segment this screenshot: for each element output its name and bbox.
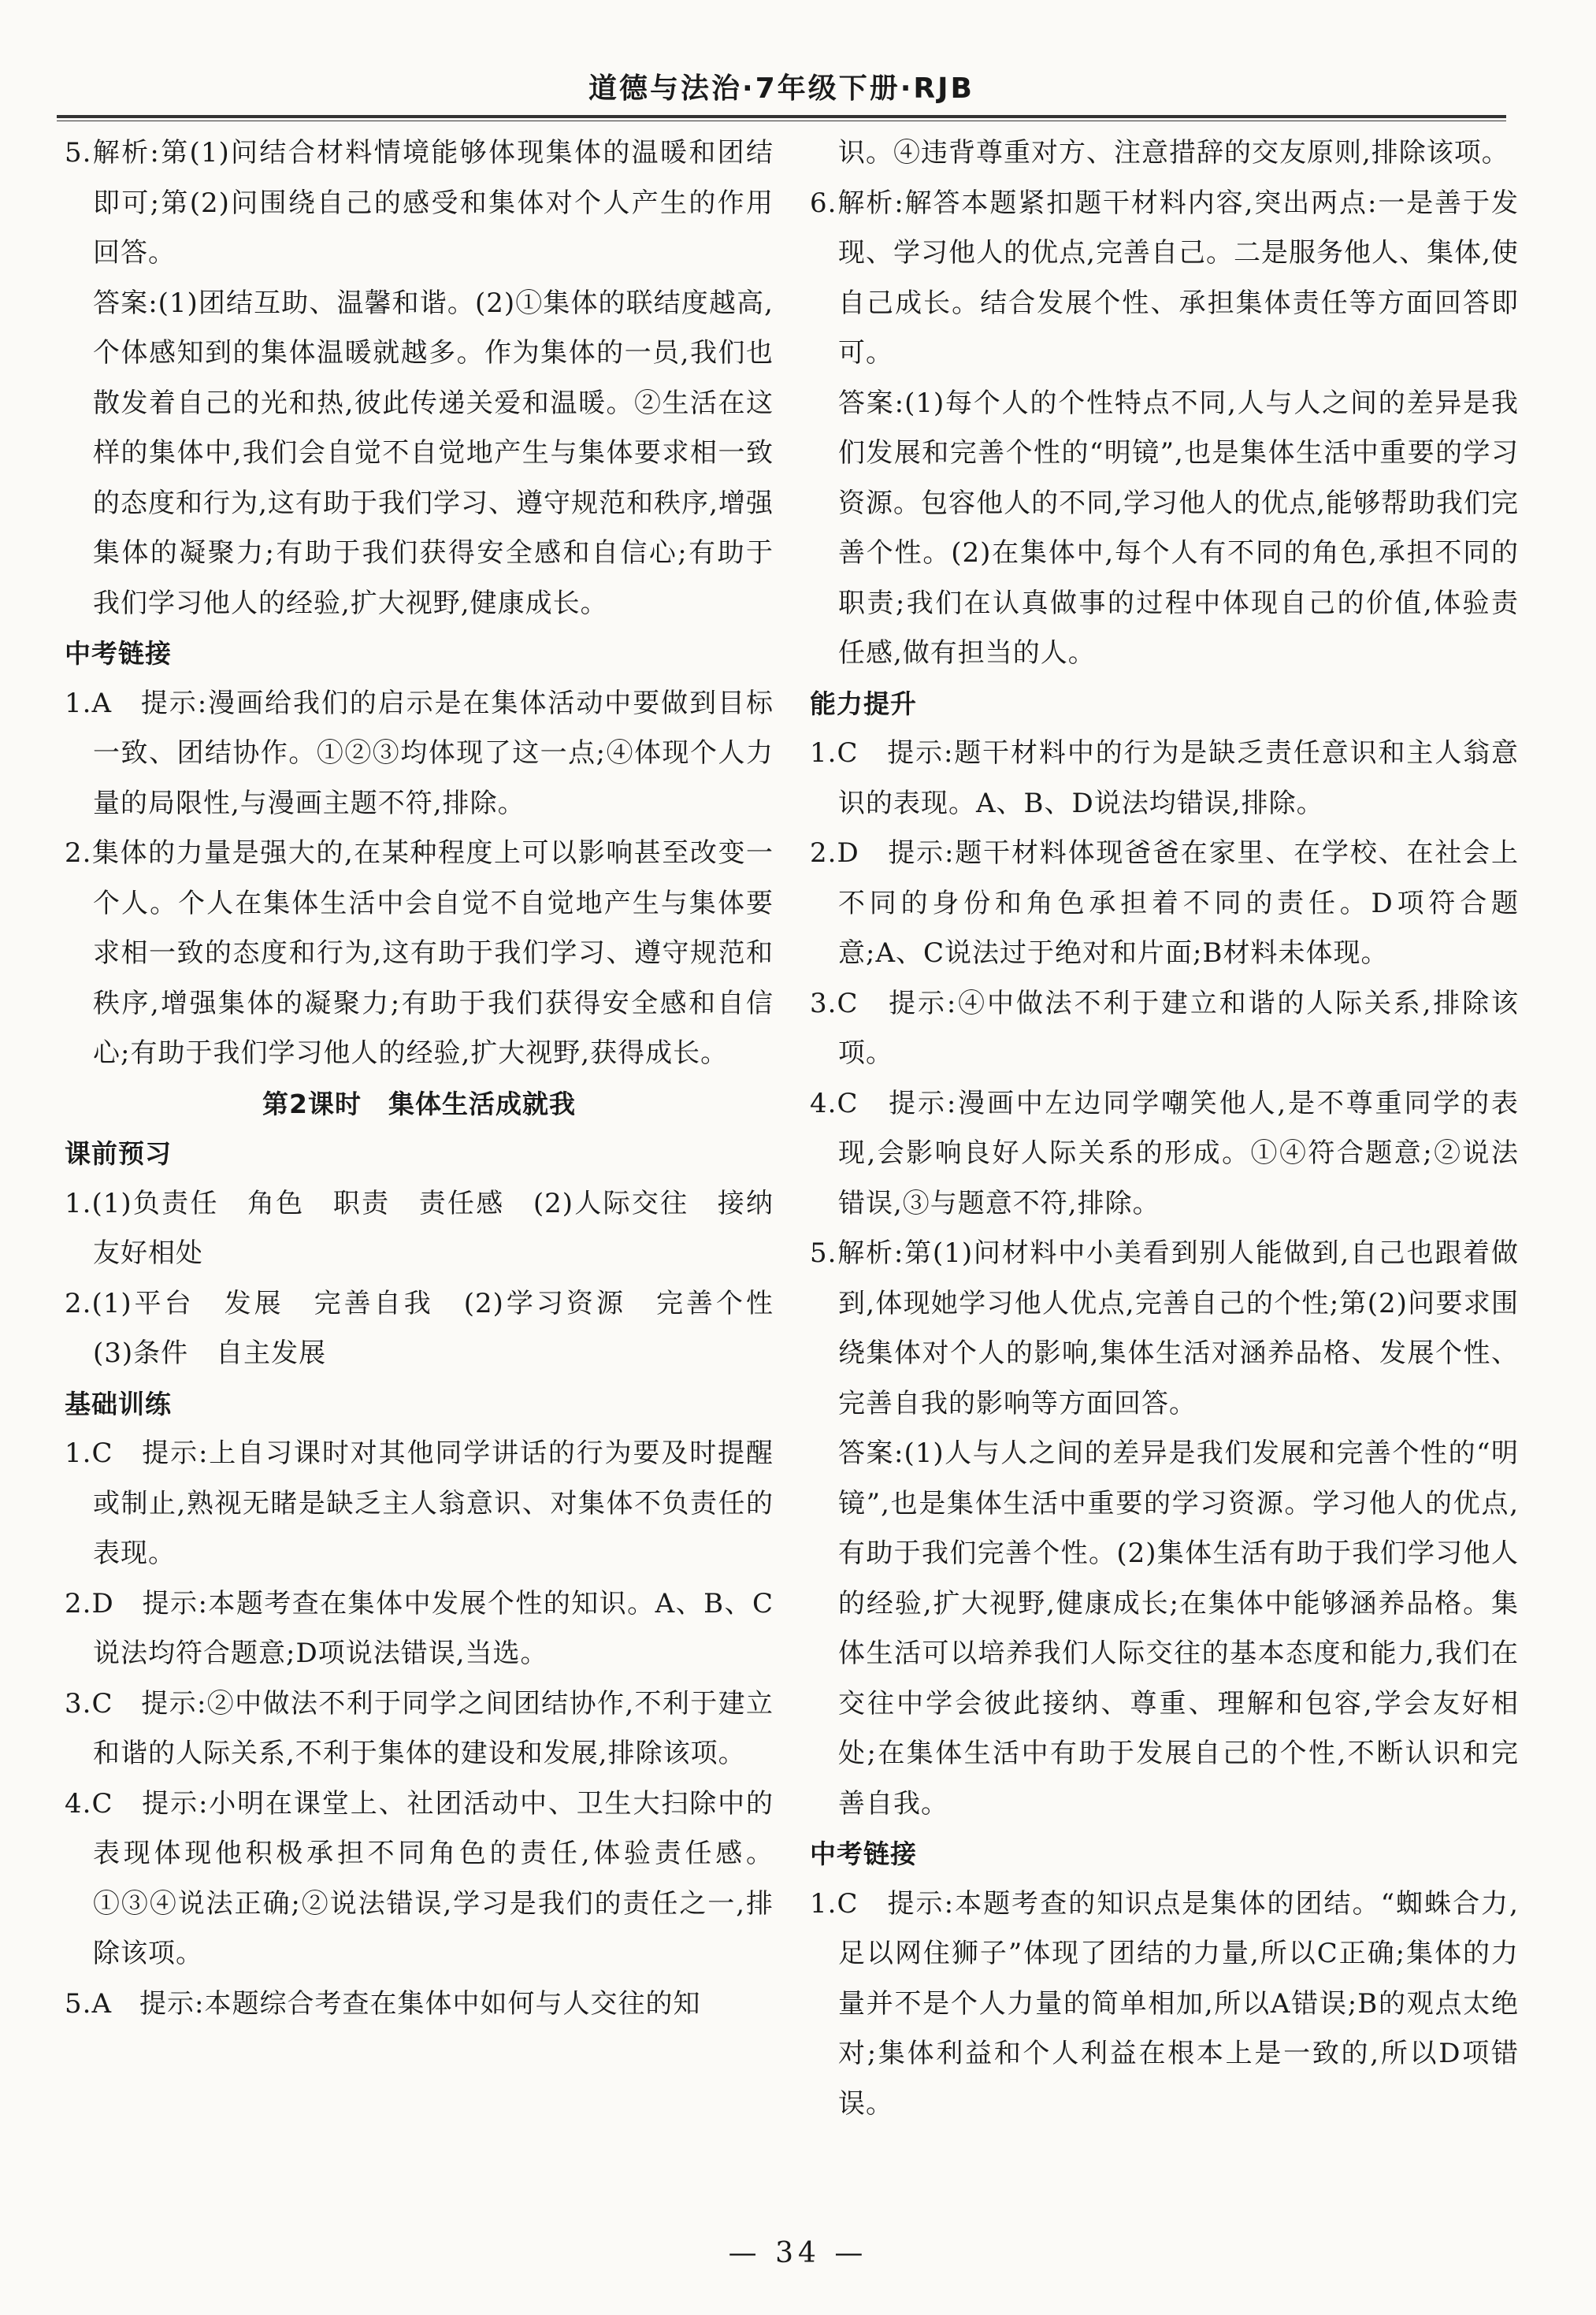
answer-item: 1.C 提示:题干材料中的行为是缺乏责任意识和主人翁意识的表现。A、B、D说法均错误,排除。 xyxy=(810,737,1519,819)
section-heading: 能力提升 xyxy=(810,688,917,719)
answer-item: 5.解析:第(1)问材料中小美看到别人能做到,自己也跟着做到,体现她学习他人优点,完善自己的个性;第(2)问要求围绕集体对个人的影响,集体生活对涵养品格、发展个性、完善自我的影响等方面回答。 xyxy=(810,1237,1519,1419)
answer-text: 答案:(1)每个人的个性特点不同,人与人之间的差异是我们发展和完善个性的“明镜”,也是集体生活中重要的学习资源。包容他人的不同,学习他人的优点,能够帮助我们完善个性。(2)在集体中,每个人有不同的角色,承担不同的职责;我们在认真做事的过程中体现自己的价值,体验责任感,做有担当的人。 xyxy=(838,387,1519,669)
answer-item: 1.C 提示:上自习课时对其他同学讲话的行为要及时提醒或制止,熟视无睹是缺乏主人翁意识、对集体不负责任的表现。 xyxy=(65,1438,774,1569)
right-column xyxy=(810,128,1519,2129)
answer-item: 2.集体的力量是强大的,在某种程度上可以影响甚至改变一个人。个人在集体生活中会自觉不自觉地产生与集体要求相一致的态度和行为,这有助于我们学习、遵守规范和秩序,增强集体的凝聚力;有助于我们获得安全感和自信心;有助于我们学习他人的经验,扩大视野,获得成长。 xyxy=(65,837,774,1069)
page-number: — 34 — xyxy=(728,2237,868,2269)
header-rule xyxy=(57,115,1506,118)
answer-item: 5.解析:第(1)问结合材料情境能够体现集体的温暖和团结即可;第(2)问围绕自己的感受和集体对个人产生的作用回答。 xyxy=(65,137,774,269)
lesson-title: 第2课时 集体生活成就我 xyxy=(262,1088,576,1119)
answer-item: 2.D 提示:本题考查在集体中发展个性的知识。A、B、C说法均符合题意;D项说法错误,当选。 xyxy=(65,1587,774,1669)
answer-item: 4.C 提示:漫画中左边同学嘲笑他人,是不尊重同学的表现,会影响良好人际关系的形成。①④符合题意;②说法错误,③与题意不符,排除。 xyxy=(810,1087,1519,1219)
answer-item: 6.解析:解答本题紧扣题干材料内容,突出两点:一是善于发现、学习他人的优点,完善自己。二是服务他人、集体,使自己成长。结合发展个性、承担集体责任等方面回答即可。 xyxy=(810,187,1519,369)
section-heading: 基础训练 xyxy=(65,1388,172,1419)
page-header: 道德与法治·7年级下册·RJB xyxy=(588,72,974,105)
answer-item: 1.C 提示:本题考查的知识点是集体的团结。“蜘蛛合力,足以网住狮子”体现了团结的力量,所以C正确;集体的力量并不是个人力量的简单相加,所以A错误;B的观点太绝对;集体利益和个人利益在根本上是一致的,所以D项错误。 xyxy=(810,1887,1519,2120)
answer-item: 3.C 提示:④中做法不利于建立和谐的人际关系,排除该项。 xyxy=(810,987,1519,1069)
answer-item: 5.A 提示:本题综合考查在集体中如何与人交往的知 xyxy=(65,1987,701,2020)
section-heading: 中考链接 xyxy=(810,1838,917,1869)
answer-item: 2.(1)平台 发展 完善自我 (2)学习资源 完善个性 (3)条件 自主发展 xyxy=(65,1287,801,1369)
answer-item: 2.D 提示:题干材料体现爸爸在家里、在学校、在社会上不同的身份和角色承担着不同的责任。D项符合题意;A、C说法过于绝对和片面;B材料未体现。 xyxy=(810,837,1519,969)
answer-item: 3.C 提示:②中做法不利于同学之间团结协作,不利于建立和谐的人际关系,不利于集体的建设和发展,排除该项。 xyxy=(65,1687,774,1769)
section-heading: 课前预习 xyxy=(65,1138,172,1169)
answer-item: 1.A 提示:漫画给我们的启示是在集体活动中要做到目标一致、团结协作。①②③均体现了这一点;④体现个人力量的局限性,与漫画主题不符,排除。 xyxy=(65,687,774,819)
section-heading: 中考链接 xyxy=(65,638,172,669)
answer-text: 答案:(1)人与人之间的差异是我们发展和完善个性的“明镜”,也是集体生活中重要的学习资源。学习他人的优点,有助于我们完善个性。(2)集体生活有助于我们学习他人的经验,扩大视野,健康成长;在集体中能够涵养品格。集体生活可以培养我们人际交往的基本态度和能力,我们在交往中学会彼此接纳、尊重、理解和包容,学会友好相处;在集体生活中有助于发展自己的个性,不断认识和完善自我。 xyxy=(838,1438,1519,1820)
answer-item: 4.C 提示:小明在课堂上、社团活动中、卫生大扫除中的表现体现他积极承担不同角色的责任,体验责任感。①③④说法正确;②说法错误,学习是我们的责任之一,排除该项。 xyxy=(65,1787,774,1969)
left-column xyxy=(65,128,801,2029)
answer-item: 1.(1)负责任 角色 职责 责任感 (2)人际交往 接纳 友好相处 xyxy=(65,1187,801,1269)
answer-continuation: 识。④违背尊重对方、注意措辞的交友原则,排除该项。 xyxy=(838,137,1509,169)
answer-text: 答案:(1)团结互助、温馨和谐。(2)①集体的联结度越高,个体感知到的集体温暖就越多。作为集体的一员,我们也散发着自己的光和热,彼此传递关爱和温暖。②生活在这样的集体中,我们会自觉不自觉地产生与集体要求相一致的态度和行为,这有助于我们学习、遵守规范和秩序,增强集体的凝聚力;有助于我们获得安全感和自信心;有助于我们学习他人的经验,扩大视野,健康成长。 xyxy=(93,287,774,619)
